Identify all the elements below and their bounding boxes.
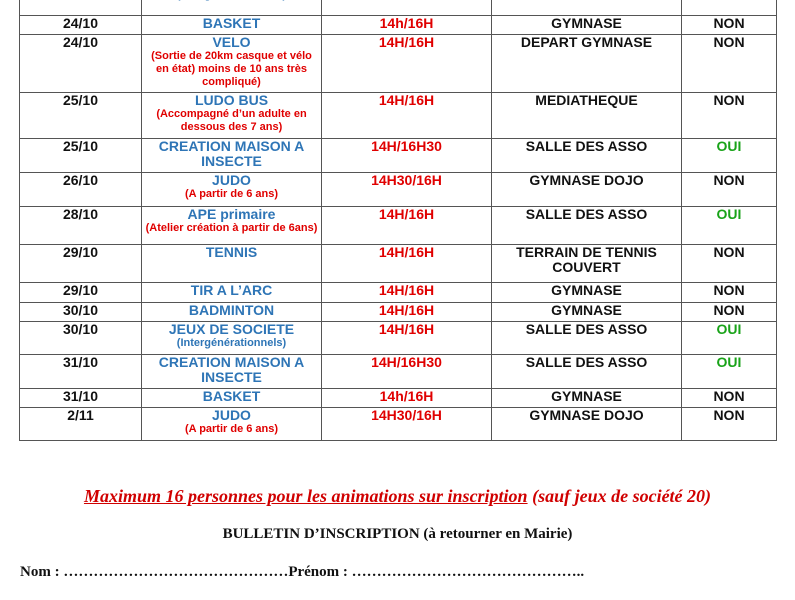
row-hours: 14H/16H (322, 322, 492, 355)
activity-name: TENNIS (205, 244, 258, 260)
row-place: MEDIATHEQUE (492, 93, 682, 139)
activity-note: (Accompagné d’un adulte en dessous des 7 ans) (156, 108, 307, 133)
activity-note: (Sortie de 20km casque et vélo en état) moins de 10 ans très compliqué) (151, 50, 312, 88)
activity-name: CREATION MAISON A INSECTE (158, 354, 305, 385)
activity-name: CREATION MAISON A INSECTE (158, 138, 305, 169)
schedule-row (20, 173, 777, 207)
row-hours: 14H/16H (322, 93, 492, 139)
row-activity (142, 139, 322, 173)
row-date: 31/10 (20, 355, 142, 389)
row-date: 24/10 (20, 35, 142, 93)
activity-name: TIR A L’ARC (190, 282, 273, 298)
activity-name: LUDO BUS (194, 92, 269, 108)
schedule-row (20, 322, 777, 355)
schedule-row (20, 389, 777, 408)
row-hours: 14H/16H (322, 245, 492, 283)
activity-name: JEUX DE SOCIETE (168, 321, 295, 337)
row-inscription: NON (682, 173, 777, 207)
activity-name: BASKET (202, 388, 261, 404)
row-place: SALLE DES ASSO (492, 322, 682, 355)
schedule-table (19, 0, 777, 441)
row-date: 29/10 (20, 283, 142, 303)
bulletin-heading: BULLETIN D’INSCRIPTION (à retourner en Mairie) (222, 526, 573, 542)
schedule-row (20, 408, 777, 441)
maximum-notice-exception: (sauf jeux de société 20) (527, 486, 712, 506)
row-activity (142, 35, 322, 93)
row-activity (142, 408, 322, 441)
row-place: GYMNASE (492, 16, 682, 35)
row-place (492, 0, 682, 16)
row-hours: 14H30/16H (322, 173, 492, 207)
row-date (20, 0, 142, 16)
row-activity (142, 0, 322, 16)
schedule-row (20, 0, 777, 16)
row-hours: 14H/16H (322, 35, 492, 93)
row-inscription: NON (682, 389, 777, 408)
schedule-row (20, 355, 777, 389)
schedule-row (20, 303, 777, 322)
row-date: 30/10 (20, 322, 142, 355)
activity-name: BASKET (202, 15, 261, 31)
row-place: TERRAIN DE TENNIS COUVERT (492, 245, 682, 283)
activity-note: (A partir de 6 ans) (184, 423, 279, 435)
row-inscription: NON (682, 245, 777, 283)
schedule-row (20, 35, 777, 93)
activity-name: VELO (212, 34, 251, 50)
row-place: DEPART GYMNASE (492, 35, 682, 93)
row-hours: 14H/16H (322, 303, 492, 322)
row-place: GYMNASE DOJO (492, 173, 682, 207)
row-activity (142, 93, 322, 139)
activity-note (144, 0, 319, 1)
activity-note: (Atelier création à partir de 6ans) (145, 222, 318, 234)
activity-name: JUDO (212, 172, 251, 188)
row-date: 30/10 (20, 303, 142, 322)
row-inscription: NON (682, 16, 777, 35)
activity-note: (A partir de 6 ans) (184, 188, 279, 200)
activity-note: (Intergénérationnels) (176, 337, 287, 349)
row-inscription: NON (682, 283, 777, 303)
row-inscription: NON (682, 93, 777, 139)
row-hours (322, 0, 492, 16)
activity-name: APE primaire (187, 206, 276, 222)
row-date: 25/10 (20, 93, 142, 139)
row-hours: 14h/16H (322, 389, 492, 408)
row-date: 31/10 (20, 389, 142, 408)
activity-name: BADMINTON (188, 302, 275, 318)
row-inscription: OUI (682, 322, 777, 355)
row-activity (142, 245, 322, 283)
schedule-row (20, 93, 777, 139)
row-date: 24/10 (20, 16, 142, 35)
schedule-row (20, 139, 777, 173)
row-date: 25/10 (20, 139, 142, 173)
schedule-row (20, 283, 777, 303)
row-place: SALLE DES ASSO (492, 207, 682, 245)
row-activity (142, 207, 322, 245)
row-hours: 14H/16H30 (322, 139, 492, 173)
schedule-row (20, 245, 777, 283)
row-place: SALLE DES ASSO (492, 139, 682, 173)
row-activity (142, 389, 322, 408)
name-fields-line: Nom : ………………………………………Prénom : ……………………………………….. (20, 564, 585, 580)
row-hours: 14H/16H (322, 207, 492, 245)
row-activity (142, 283, 322, 303)
schedule-row (20, 16, 777, 35)
row-inscription: NON (682, 35, 777, 93)
row-hours: 14H/16H (322, 283, 492, 303)
row-hours: 14h/16H (322, 16, 492, 35)
row-place: GYMNASE (492, 303, 682, 322)
row-place: SALLE DES ASSO (492, 355, 682, 389)
row-date: 28/10 (20, 207, 142, 245)
row-place: GYMNASE DOJO (492, 408, 682, 441)
row-activity (142, 322, 322, 355)
row-place: GYMNASE (492, 283, 682, 303)
row-inscription: OUI (682, 355, 777, 389)
row-hours: 14H/16H30 (322, 355, 492, 389)
schedule-body (20, 0, 777, 441)
schedule-row (20, 207, 777, 245)
row-inscription (682, 0, 777, 16)
maximum-notice-main: Maximum 16 personnes pour les animations sur inscription (83, 486, 528, 506)
row-inscription: NON (682, 303, 777, 322)
row-activity (142, 173, 322, 207)
row-date: 29/10 (20, 245, 142, 283)
row-inscription: OUI (682, 139, 777, 173)
row-inscription: OUI (682, 207, 777, 245)
row-activity (142, 355, 322, 389)
maximum-notice (0, 486, 795, 507)
row-place: GYMNASE (492, 389, 682, 408)
row-date: 26/10 (20, 173, 142, 207)
row-activity (142, 16, 322, 35)
row-hours: 14H30/16H (322, 408, 492, 441)
row-activity (142, 303, 322, 322)
row-inscription: NON (682, 408, 777, 441)
activity-name: JUDO (212, 407, 251, 423)
row-date: 2/11 (20, 408, 142, 441)
